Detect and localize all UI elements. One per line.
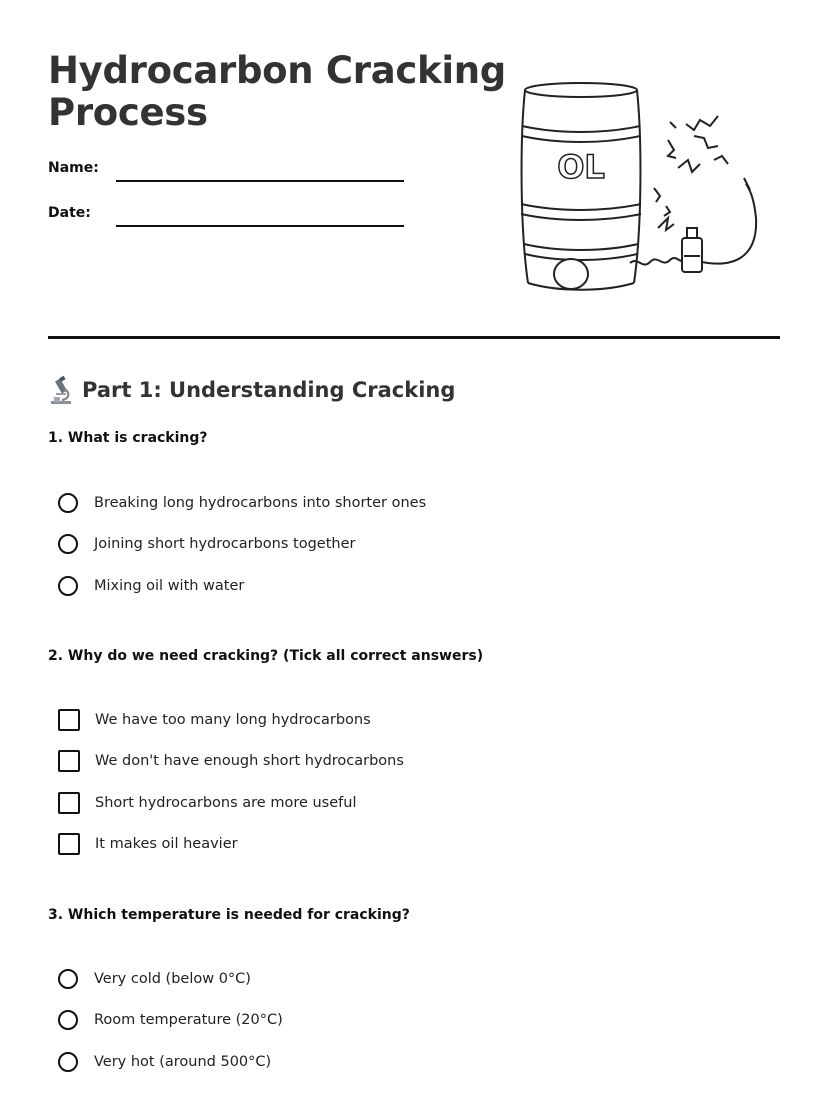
barrel-label: OL [557, 148, 605, 186]
question-2-options [58, 699, 404, 865]
checkbox[interactable] [58, 833, 80, 855]
name-field[interactable] [48, 158, 408, 182]
option-label: Joining short hydrocarbons together [94, 536, 356, 553]
option-label: Breaking long hydrocarbons into shorter ones [94, 494, 427, 511]
checkbox[interactable] [58, 792, 80, 814]
barrel-shape [521, 83, 756, 290]
answer-option[interactable] [58, 1000, 283, 1042]
answer-option[interactable] [58, 565, 426, 607]
oil-barrel-illustration [518, 78, 768, 298]
worksheet-header [48, 50, 780, 310]
microscope-icon [48, 375, 74, 405]
radio-button[interactable] [58, 534, 78, 554]
radio-button[interactable] [58, 493, 78, 513]
answer-option[interactable] [58, 1041, 283, 1083]
date-line[interactable] [116, 225, 404, 227]
section-title-text: Part 1: Understanding Cracking [82, 378, 456, 402]
answer-option[interactable] [58, 958, 283, 1000]
header-divider [48, 336, 780, 339]
question-3: 3. Which temperature is needed for cracking? [48, 907, 410, 923]
option-label: We have too many long hydrocarbons [95, 711, 371, 728]
answer-option[interactable] [58, 741, 404, 783]
answer-option[interactable] [58, 699, 404, 741]
section-title-part1 [48, 374, 455, 406]
question-1-options [58, 482, 426, 607]
radio-button[interactable] [58, 576, 78, 596]
answer-option[interactable] [58, 782, 404, 824]
option-label: Mixing oil with water [94, 577, 245, 594]
option-label: Short hydrocarbons are more useful [95, 794, 357, 811]
page-title: Hydrocarbon Cracking Process [48, 49, 506, 134]
option-label: We don't have enough short hydrocarbons [95, 753, 404, 770]
option-label: Very hot (around 500°C) [94, 1053, 272, 1070]
question-1: 1. What is cracking? [48, 430, 208, 446]
answer-option[interactable] [58, 524, 426, 566]
date-label: Date: [48, 205, 91, 221]
option-label: It makes oil heavier [95, 836, 238, 853]
radio-button[interactable] [58, 1010, 78, 1030]
radio-button[interactable] [58, 1052, 78, 1072]
question-2: 2. Why do we need cracking? (Tick all correct answers) [48, 648, 484, 664]
question-3-options [58, 958, 283, 1083]
checkbox[interactable] [58, 750, 80, 772]
date-field[interactable] [48, 203, 408, 227]
option-label: Room temperature (20°C) [94, 1012, 283, 1029]
option-label: Very cold (below 0°C) [94, 970, 251, 987]
answer-option[interactable] [58, 824, 404, 866]
name-label: Name: [48, 160, 99, 176]
radio-button[interactable] [58, 969, 78, 989]
worksheet-page [48, 0, 780, 1118]
checkbox[interactable] [58, 709, 80, 731]
name-line[interactable] [116, 180, 404, 182]
answer-option[interactable] [58, 482, 426, 524]
